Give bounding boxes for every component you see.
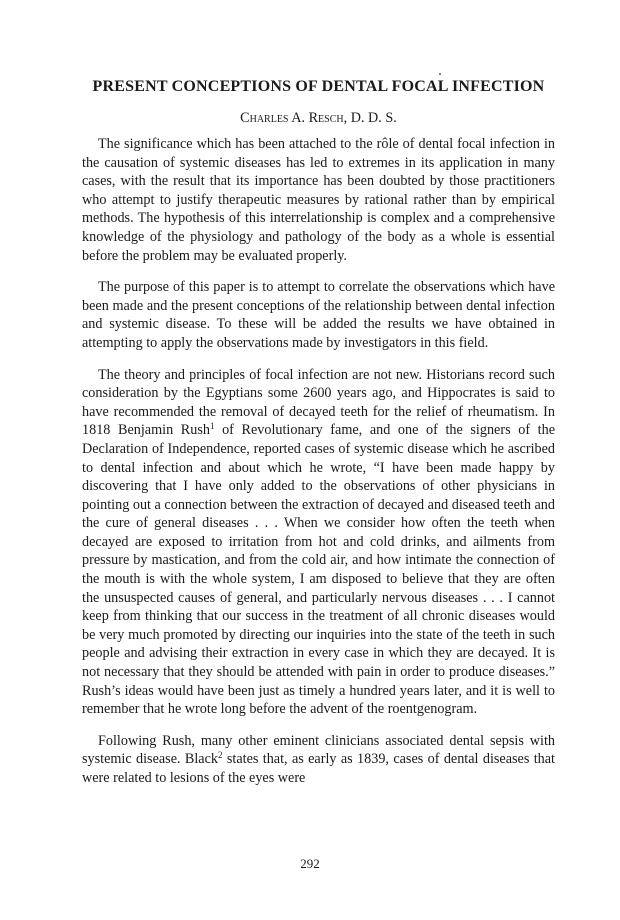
article-title: PRESENT CONCEPTIONS OF DENTAL FOCAL INFECTION <box>92 78 545 95</box>
paragraph-text: states that, as early as 1839, cases of dental diseases that were related to lesions of the eyes were <box>82 751 555 786</box>
paragraph-text: The theory and principles of focal infection are not new. Historians record such consideration by the Egyptians some 2600 years ago, and Hippocrates is said to have recommended the removal of decayed teeth for the relief of rheumatism. In 1818 Benjamin Rush <box>82 366 555 439</box>
body-paragraph <box>82 278 555 352</box>
paragraph-text: The purpose of this paper is to attempt to correlate the observations which have been made and the present conceptions of the relationship between dental infection and systemic disease. To these will be added the results we have obtained in attempting to apply the observations made by investigators in this field. <box>82 279 555 351</box>
body-paragraph <box>82 366 555 719</box>
body-paragraph <box>82 135 555 265</box>
reference-marker: 2 <box>218 750 223 761</box>
reference-marker: 1 <box>209 421 215 432</box>
article-body <box>82 135 555 788</box>
article-author: Charles A. Resch, D. D. S. <box>240 110 397 126</box>
paragraph-text: The significance which has been attached to the rôle of dental focal infection in the causation of systemic diseases has led to extremes in its application in many cases, with the result that its importance has been doubted by those practitioners who attempt to justify therapeutic measures by rational rather than by empirical methods. The hypothesis of this interrelationship is complex and a comprehensive knowledge of the physiology and pathology of the body as a whole is essential before the problem may be evaluated properly. <box>82 136 555 264</box>
paragraph-text: of Revolutionary fame, and one of the signers of the Declaration of Independence, reported cases of systemic disease which he ascribed to dental infection and about which he wrote, “I have been made happy by discovering that I have only added to the observations of other physicians in pointing out a connection between the extraction of decayed and diseased teeth and the cure of general diseases . . . When we consider how often the teeth when decayed are exposed to irritation from hot and cold drinks, and ailments from pressure by mastication, and from the cold air, and how intimate the connection of the mouth is with the whole system, I am disposed to believe that they are often the unsuspected causes of general, and particularly nervous diseases . . . I cannot keep from thinking that our success in the treatment of all chronic diseases would be very much promoted by directing our inquiries into the state of the teeth in such people and advising their extraction in every case in which they are decayed. It is not necessary that they should be attended with pain in order to produce diseases.” Rush’s ideas would have been just as timely a hundred years later, and it is well to remember that he wrote long before the advent of the roentgenogram. <box>82 422 555 718</box>
body-paragraph <box>82 732 555 788</box>
print-speck <box>439 73 441 75</box>
paragraph-text: Following Rush, many other eminent clinicians associated dental sepsis with systemic disease. Black <box>82 732 555 768</box>
article-page <box>82 78 555 788</box>
page-number: 292 <box>300 856 320 871</box>
